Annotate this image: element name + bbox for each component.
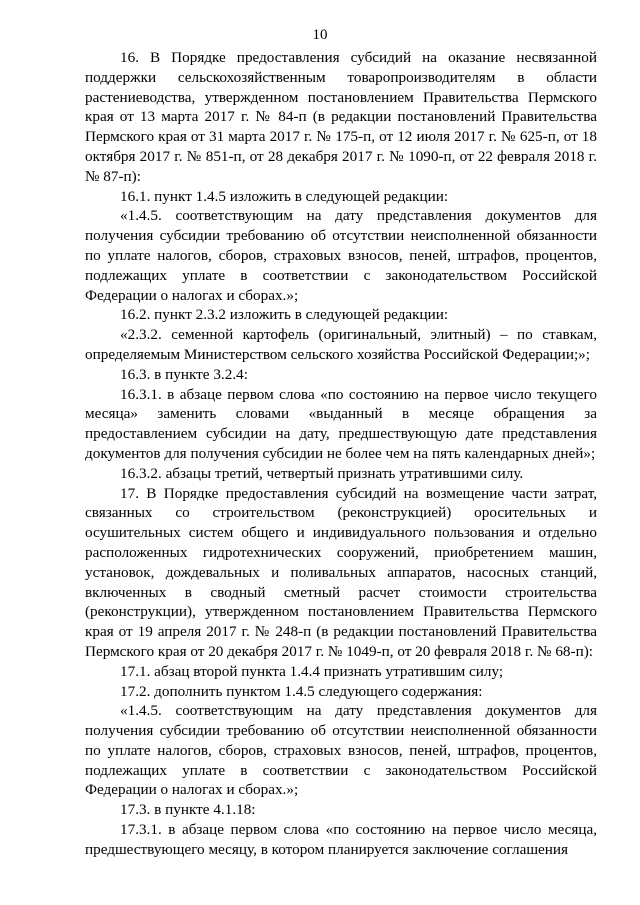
paragraph-16-1: 16.1. пункт 1.4.5 изложить в следующей редакции:: [120, 187, 449, 205]
paragraph-17: 17. В Порядке предоставления субсидий на возмещение части затрат, связанных со строительством (реконструкцией) оросительных и осушительных систем общего и индивидуального пользования и отдельно расположенных гидротехнических сооружений, приобретением машин, установок, дождевальных и поливальных аппаратов, насосных станций, включенных в сводный сметный расчет стоимости строительства (реконструкции), утвержденном постановлением Правительства Пермского края от 19 апреля 2017 г. № 248-п (в редакции постановлений Правительства Пермского края от 20 декабря 2017 г. № 1049-п, от 20 февраля 2018 г. № 68-п):: [85, 484, 597, 660]
paragraph-16-1-text: «1.4.5. соответствующим на дату представления документов для получения субсидии требованию об отсутствии неисполненной обязанности по уплате налогов, сборов, страховых взносов, пеней, штрафов, процентов, подлежащих уплате в соответствии с законодательством Российской Федерации о налогах и сборах.»;: [85, 207, 597, 304]
paragraph-17-2-text: «1.4.5. соответствующим на дату представления документов для получения субсидии требованию об отсутствии неисполненной обязанности по уплате налогов, сборов, страховых взносов, пеней, штрафов, процентов, подлежащих уплате в соответствии с законодательством Российской Федерации о налогах и сборах.»;: [85, 702, 597, 799]
document-body: [85, 48, 597, 860]
paragraph-16: 16. В Порядке предоставления субсидий на оказание несвязанной поддержки сельскохозяйственным товаропроизводителям в области растениеводства, утвержденном постановлением Правительства Пермского края от 13 марта 2017 г. № 84-п (в редакции постановлений Правительства Пермского края от 31 марта 2017 г. № 175-п, от 12 июля 2017 г. № 625-п, от 18 октября 2017 г. № 851-п, от 28 декабря 2017 г. № 1090-п, от 22 февраля 2018 г. № 87-п):: [85, 49, 597, 185]
paragraph-17-2: 17.2. дополнить пунктом 1.4.5 следующего содержания:: [120, 682, 483, 700]
page-number: 10: [312, 27, 328, 43]
paragraph-16-2-text: «2.3.2. семенной картофель (оригинальный, элитный) – по ставкам, определяемым Министерством сельского хозяйства Российской Федерации;»;: [85, 326, 597, 363]
paragraph-17-3-1: 17.3.1. в абзаце первом слова «по состоянию на первое число месяца, предшествующего месяцу, в котором планируется заключение соглашения: [85, 821, 597, 858]
paragraph-16-3-2: 16.3.2. абзацы третий, четвертый признать утратившими силу.: [120, 464, 524, 482]
paragraph-17-1: 17.1. абзац второй пункта 1.4.4 признать утратившим силу;: [120, 662, 504, 680]
paragraph-17-3: 17.3. в пункте 4.1.18:: [120, 801, 256, 819]
paragraph-16-3: 16.3. в пункте 3.2.4:: [120, 365, 248, 383]
paragraph-16-2: 16.2. пункт 2.3.2 изложить в следующей редакции:: [120, 306, 449, 324]
paragraph-16-3-1: 16.3.1. в абзаце первом слова «по состоянию на первое число текущего месяца» заменить словами «выданный в месяце обращения за предоставлением субсидии на дату, предшествующую дате представления документов для получения субсидии не более чем на пять календарных дней»;: [85, 385, 597, 462]
